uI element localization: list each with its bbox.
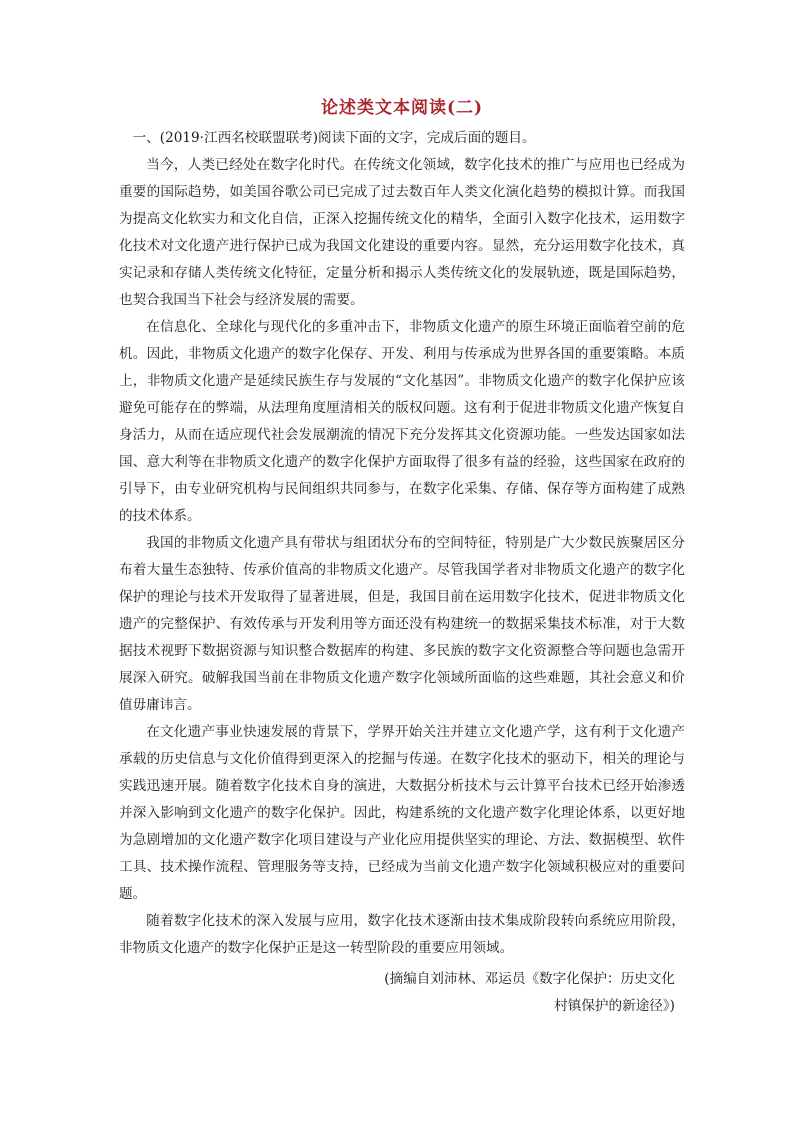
source-line-2: 村镇保护的新途径》) — [554, 998, 675, 1014]
paragraph-4: 在文化遗产事业快速发展的背景下，学界开始关注并建立文化遗产学，这有利于文化遗产承载的历史信息与文化价值得到更深入的挖掘与传递。在数字化技术的驱动下，相关的理论与实践迅速开展。随着数字化技术自身的演进，大数据分析技术与云计算平台技术已经开始渗透并深入影响到文化遗产的数字化保护。因此，构建系统的文化遗产数字化理论体系，以更好地为急剧增加的文化遗产数字化项目建设与产业化应用提供坚实的理论、方法、数据模型、软件工具、技术操作流程、管理服务等支持，已经成为当前文化遗产数字化领域积极应对的重要问题。 — [119, 724, 685, 902]
document-page — [119, 96, 685, 1020]
source-citation — [119, 966, 685, 1020]
page-title: 论述类文本阅读(二) — [320, 98, 484, 118]
paragraph-2: 在信息化、全球化与现代化的多重冲击下，非物质文化遗产的原生环境正面临着空前的危机。因此，非物质文化遗产的数字化保存、开发、利用与传承成为世界各国的重要策略。本质上，非物质文化遗产是延续民族生存与发展的“文化基因”。非物质文化遗产的数字化保护应该避免可能存在的弊端，从法理角度厘清相关的版权问题。这有利于促进非物质文化遗产恢复自身活力，从而在适应现代社会发展潮流的情况下充分发挥其文化资源功能。一些发达国家如法国、意大利等在非物质文化遗产的数字化保护方面取得了很多有益的经验，这些国家在政府的引导下，由专业研究机构与民间组织共同参与，在数字化采集、存储、保存等方面构建了成熟的技术体系。 — [119, 319, 685, 524]
paragraph-1: 当今，人类已经处在数字化时代。在传统文化领域，数字化技术的推广与应用也已经成为重要的国际趋势，如美国谷歌公司已完成了过去数百年人类文化演化趋势的模拟计算。而我国为提高文化软实力和文化自信，正深入挖掘传统文化的精华，全面引入数字化技术，运用数字化技术对文化遗产进行保护已成为我国文化建设的重要内容。显然，充分运用数字化技术，真实记录和存储人类传统文化特征，定量分析和揭示人类传统文化的发展轨迹，既是国际趋势，也契合我国当下社会与经济发展的需要。 — [119, 157, 685, 308]
source-line-1: (摘编自刘沛林、邓运员《数字化保护：历史文化 — [384, 971, 675, 987]
paragraph-3: 我国的非物质文化遗产具有带状与组团状分布的空间特征，特别是广大少数民族聚居区分布着大量生态独特、传承价值高的非物质文化遗产。尽管我国学者对非物质文化遗产的数字化保护的理论与技术开发取得了显著进展，但是，我国目前在运用数字化技术，促进非物质文化遗产的完整保护、有效传承与开发利用等方面还没有构建统一的数据采集技术标准，对于大数据技术视野下数据资源与知识整合数据库的构建、多民族的数字文化资源整合等问题也急需开展深入研究。破解我国当前在非物质文化遗产数字化领域所面临的这些难题，其社会意义和价值毋庸讳言。 — [119, 535, 685, 713]
question-intro: 一、(2019·江西名校联盟联考)阅读下面的文字，完成后面的题目。 — [132, 130, 536, 146]
paragraph-5: 随着数字化技术的深入发展与应用，数字化技术逐渐由技术集成阶段转向系统应用阶段，非物质文化遗产的数字化保护正是这一转型阶段的重要应用领域。 — [119, 913, 685, 956]
